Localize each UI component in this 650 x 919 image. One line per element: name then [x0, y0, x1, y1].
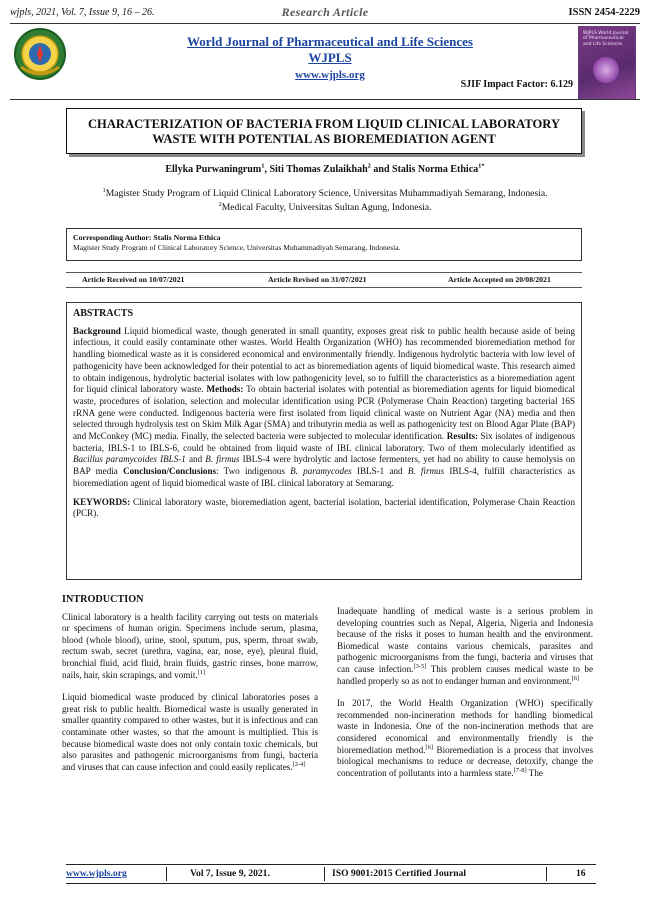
citation: wjpls, 2021, Vol. 7, Issue 9, 16 – 26. — [10, 7, 155, 18]
author-1: Ellyka Purwaningrum — [165, 164, 262, 175]
title-line-2: WASTE WITH POTENTIAL AS BIOREMEDIATION AGENT — [152, 132, 496, 146]
body-right-column — [337, 606, 593, 790]
author-3-sup: 1* — [478, 162, 485, 170]
page-number: 16 — [576, 868, 586, 879]
paragraph-2: Liquid biomedical waste produced by clinical laboratories poses a great risk to public health. Biomedical waste is usually generated in smaller quantity compared to other wastes, but it is infectious and can contaminate other wastes, so that the amount is multiplied. This is because biomedical waste does not only contain toxic chemicals, but also parasites and pathogenic microorganisms from fungi, bacteria and viruses that can cause infection and could easily replicates.[2-4] — [62, 692, 318, 772]
footer-website-link[interactable]: www.wjpls.org — [66, 868, 127, 879]
page-footer — [66, 864, 596, 884]
affiliation-2: $^2$Medical Faculty, Universitas Sultan Agung, Indonesia. — [218, 200, 432, 213]
date-revised: Article Revised on 31/07/2021 — [268, 275, 367, 284]
cover-title: WJPLS World Journal of Pharmaceutical and Life Sciences — [583, 31, 629, 47]
journal-name[interactable]: World Journal of Pharmaceutical and Life Sciences — [187, 34, 473, 49]
running-header — [10, 7, 640, 23]
title-line-1: CHARACTERIZATION OF BACTERIA FROM LIQUID CLINICAL LABORATORY — [87, 117, 561, 131]
author-2-sup: 2 — [367, 162, 371, 170]
author-3: Stalis Norma Ethica — [392, 164, 479, 175]
header-rule — [10, 23, 640, 24]
author-2: Siti Thomas Zulaikhah — [269, 164, 368, 175]
journal-website-link[interactable]: www.wjpls.org — [295, 69, 365, 81]
article-dates — [66, 272, 582, 288]
author-list — [0, 164, 650, 175]
article-title — [66, 108, 582, 154]
cover-graphic-icon — [593, 57, 619, 83]
abstract-text: Background Liquid biomedical waste, though generated in small quantity, exposes great risk to public health because aside of being infectious, it could easily contaminate other wastes. World Health Organization (WHO) has recommended bioremediation method for handling biomedical waste as it is considered economical and environmentally friendly. Indigenous hydrolytic bacteria with low level of pathogenicity have been acknowledged for their potential to act as bioremediation agents of liquid biomedical waste. This research aimed to obtain indigenous, hydrolytic bacterial isolates with low pathogenicity level, so to fulfill the characteristics as a bioremediation agent for liquid clinical laboratory waste. Methods: To obtain bacterial isolates with potential as bioremediation agents for liquid biomedical waste, procedures of isolation, selection and molecular identification using PCR (Polymerase Chain Reaction) targeting bacterial 16S rRNA gene were conducted. Indigenous bacteria were first isolated from liquid clinical waste on Nutrient Agar (NA) media and then selected through hydrolysis test on Skim Milk Agar (SMA) and tributyrin media as well as pathogenicity test on Blood Agar Plate (BAP) and McConkey (MC) media. Finally, the selected bacteria were subjected to molecular identification. Results: Six isolates of indigenous bacteria, IBLS-1 to IBLS-6, could be obtained from liquid waste of IBL clinical laboratory. Two of them molecularly identified as Bacillus paramycoides IBLS-1 and B. firmus IBLS-4 were hydrolytic and lactose fermenters, yet had no ability to cause hemolysis on BAP media Conclusion/Conclusions: Two indigenous B. paramycodes IBLS-1 and B. firmus IBLS-4, fulfill characteristics as bioremediation agent of liquid biomedical waste of IBL clinical laboratory at Semarang. — [73, 325, 576, 488]
article-type: Research Article — [281, 5, 369, 19]
corresponding-address: Magister Study Program of Clinical Laboratory Science, Universitas Muhammadiyah Semarang, Indonesia. — [73, 243, 401, 252]
author-sep-2: and — [370, 164, 393, 175]
paragraph-1: Clinical laboratory is a health facility carrying out tests on materials or specimens of human origin. Specimens include serum, plasma, blood (whole blood), urine, stool, sputum, pus, sperm, throat swab, rectum swab, secret (urethra, vagina, ear, nose, eye), pleural fluid, bronchial fluid, acid fluid, brain fluids, gastric rinses, bone marrow, nails, hair, skin scrapings, and vomit.[1] — [62, 611, 318, 680]
date-accepted: Article Accepted on 20/08/2021 — [448, 275, 551, 284]
impact-factor: SJIF Impact Factor: 6.129 — [460, 79, 573, 90]
corresponding-label: Corresponding Author: Stalis Norma Ethica — [73, 233, 221, 242]
corresponding-author-box — [66, 228, 582, 261]
journal-abbrev[interactable]: WJPLS — [308, 50, 352, 65]
footer-iso: ISO 9001:2015 Certified Journal — [332, 868, 467, 879]
body-left-column — [62, 594, 318, 784]
author-1-sup: 1 — [261, 162, 265, 170]
date-received: Article Received on 10/07/2021 — [82, 275, 185, 284]
introduction-heading: INTRODUCTION — [62, 594, 144, 605]
journal-logo-icon — [13, 27, 67, 81]
affiliation-1: $^1$Magister Study Program of Liquid Clinical Laboratory Science, Universitas Muhammadiyah Semarang, Indonesia. — [102, 186, 548, 199]
abstract-heading: ABSTRACTS — [73, 308, 134, 319]
paragraph-3: Inadequate handling of medical waste is a serious problem in developing countries such as Nepal, Algeria, Nigeria and Indonesia because of the risks it poses to human health and the environment. Biomedical waste contains various chemicals, parasites and pathogenic microorganisms from the fungi, bacteria and viruses that can cause infection.[3-5] This problem causes medical waste to be handled properly so as not to endanger human and environment.[6] — [337, 606, 593, 686]
footer-volume: Vol 7, Issue 9, 2021. — [190, 868, 270, 879]
keywords: KEYWORDS: Clinical laboratory waste, bioremediation agent, bacterial isolation, bacterial identification, Polymerase Chain Reaction (PCR). — [73, 496, 575, 519]
journal-cover-image — [578, 26, 636, 100]
paragraph-4: In 2017, the World Health Organization (WHO) specifically recommended non-incineration methods for handling biomedical waste in Indonesia. One of the non-incineration methods that are considered economical and environmentally friendly is the bioremediation method.[6] Bioremediation is a process that involves biological mechanisms to reduce or decrease, detoxify, change the concentration of pollutants into a harmless state.[7-8] The — [337, 698, 593, 778]
issn: ISSN 2454-2229 — [568, 7, 640, 18]
author-sep-1: , — [264, 164, 270, 175]
abstract-box — [66, 302, 582, 580]
header-bottom-rule — [10, 99, 640, 100]
